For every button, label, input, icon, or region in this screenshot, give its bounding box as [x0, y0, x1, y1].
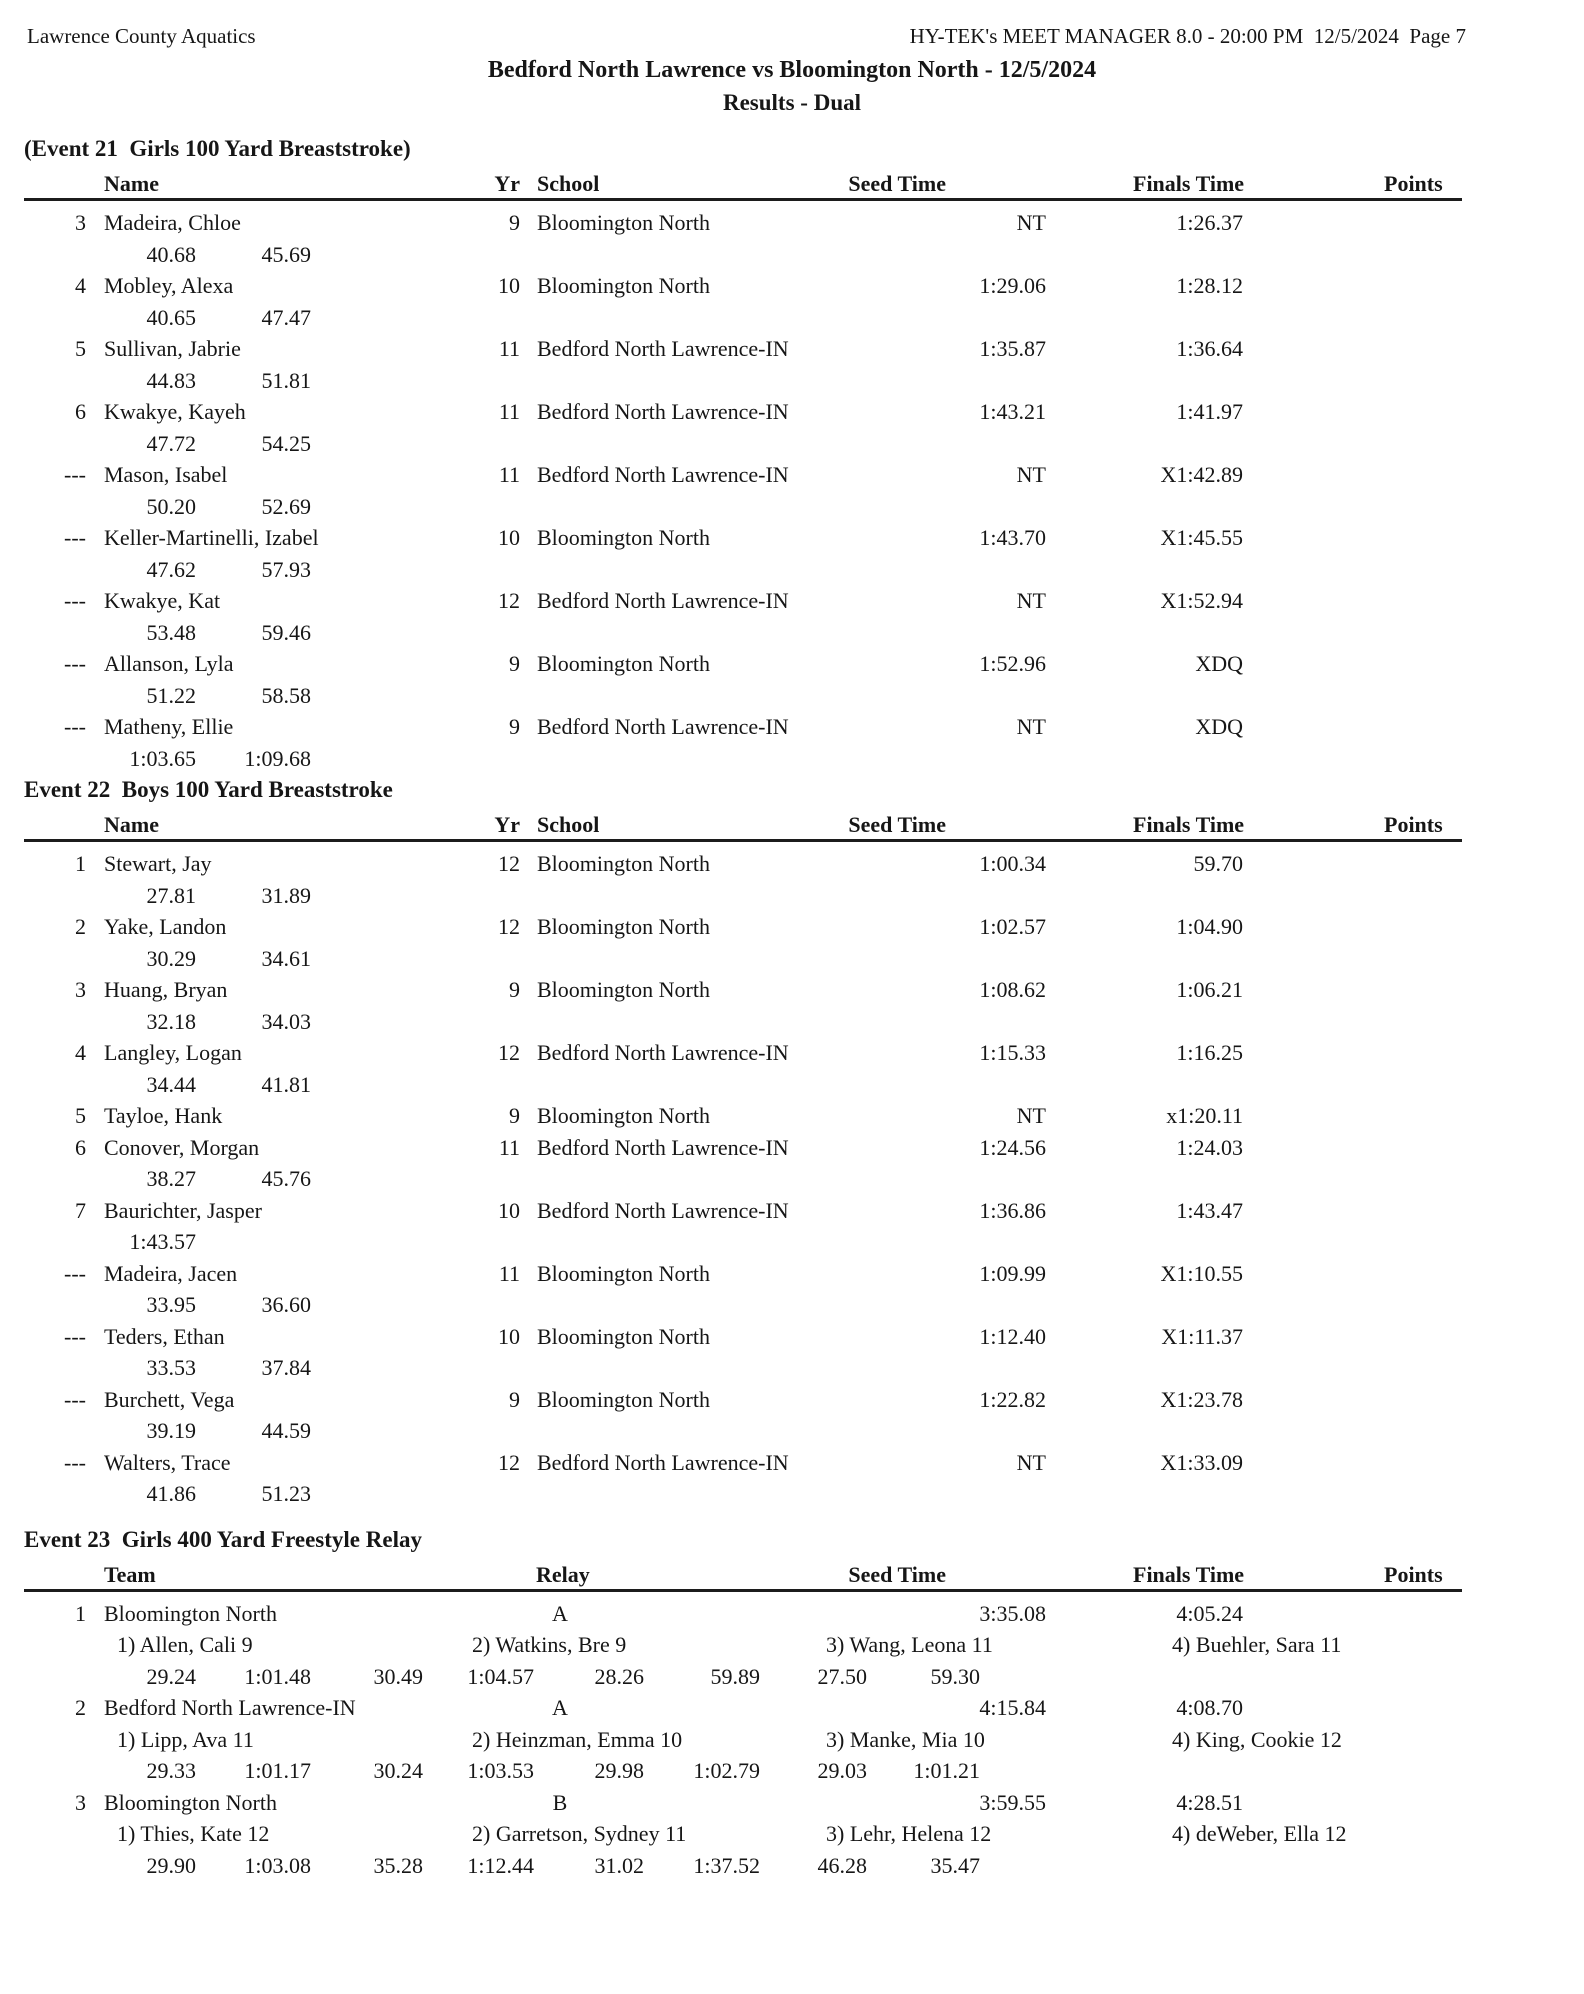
finals-time: 1:28.12: [1176, 273, 1243, 298]
column-header-name: Name: [104, 812, 159, 837]
result-row-main: [0, 396, 1584, 428]
result-row-main: [0, 207, 1584, 239]
place: 1: [75, 1600, 86, 1626]
split-time: 1:01.48: [244, 1663, 311, 1689]
split-time: 1:12.44: [467, 1852, 534, 1878]
split-time: 38.27: [146, 1166, 196, 1191]
split-time: 45.76: [261, 1166, 311, 1191]
swimmer-name: Tayloe, Hank: [104, 1103, 223, 1128]
split-time: 51.22: [146, 682, 196, 708]
split-time: 1:43.57: [129, 1229, 196, 1254]
swimmer-name: Langley, Logan: [104, 1040, 242, 1065]
seed-time: 1:00.34: [979, 851, 1046, 876]
relay-swimmer: 1) Allen, Cali 9: [117, 1632, 253, 1657]
place: ---: [64, 588, 86, 613]
school-name: Bloomington North: [537, 977, 710, 1002]
result-row-main: [0, 270, 1584, 302]
column-header-finals-time: Finals Time: [1133, 171, 1245, 196]
team-name: Bedford North Lawrence-IN: [104, 1695, 356, 1720]
relay-swimmer: 3) Wang, Leona 11: [826, 1632, 993, 1657]
place: ---: [64, 525, 86, 550]
year: 10: [498, 1197, 520, 1223]
swimmer-name: Keller-Martinelli, Izabel: [104, 525, 319, 550]
seed-time: 4:15.84: [979, 1695, 1046, 1720]
result-row-main: [0, 1100, 1584, 1132]
result-row-main: [0, 522, 1584, 554]
column-header-finals-time: Finals Time: [1133, 812, 1245, 837]
column-header-relay: Relay: [536, 1561, 590, 1587]
split-time: 33.95: [146, 1292, 196, 1317]
event-section-event-21: [0, 133, 1584, 774]
host-team-name: Lawrence County Aquatics: [27, 24, 256, 48]
split-time: 28.26: [594, 1663, 644, 1689]
column-header-team: Team: [104, 1561, 156, 1587]
result-row-main: [0, 974, 1584, 1006]
split-time: 34.44: [146, 1071, 196, 1097]
finals-time: XDQ: [1195, 651, 1243, 676]
place: 7: [75, 1197, 86, 1223]
split-time: 29.24: [146, 1663, 196, 1689]
column-header-row: [24, 805, 1462, 842]
school-name: Bloomington North: [537, 210, 710, 235]
split-time: 1:03.08: [244, 1852, 311, 1878]
splits-row: [0, 743, 1584, 775]
year: 12: [498, 1449, 520, 1475]
result-row-main: [0, 1037, 1584, 1069]
relay-letter: A: [552, 1600, 568, 1626]
meet-title: Bedford North Lawrence vs Bloomington North - 12/5/2024: [487, 57, 1097, 83]
school-name: Bedford North Lawrence-IN: [537, 1449, 789, 1475]
column-header-points: Points: [1384, 171, 1443, 196]
school-name: Bloomington North: [537, 1260, 710, 1286]
seed-time: 1:22.82: [979, 1386, 1046, 1412]
splits-row: [0, 239, 1584, 271]
column-header-seed-time: Seed Time: [848, 171, 946, 196]
swimmer-name: Sullivan, Jabrie: [104, 336, 241, 361]
swimmer-name: Walters, Trace: [104, 1449, 231, 1475]
team-name: Bloomington North: [104, 1600, 277, 1626]
split-time: 27.81: [146, 882, 196, 908]
relay-swimmers-row: [0, 1818, 1584, 1850]
school-name: Bedford North Lawrence-IN: [537, 336, 789, 361]
split-time: 47.72: [146, 430, 196, 456]
result-row-main: [0, 333, 1584, 365]
seed-time: NT: [1016, 210, 1046, 235]
seed-time: 1:43.70: [979, 525, 1046, 550]
relay-swimmer: 1) Lipp, Ava 11: [117, 1726, 254, 1752]
seed-time: NT: [1016, 462, 1046, 487]
seed-time: NT: [1016, 1103, 1046, 1128]
relay-swimmers-row: [0, 1629, 1584, 1661]
year: 12: [498, 914, 520, 939]
splits-row: [0, 1661, 1584, 1693]
split-time: 32.18: [146, 1008, 196, 1034]
event-title: (Event 21 Girls 100 Yard Breaststroke): [24, 136, 411, 161]
swimmer-name: Teders, Ethan: [104, 1323, 225, 1349]
split-time: 1:03.65: [129, 745, 196, 771]
split-time: 1:09.68: [244, 745, 311, 771]
split-time: 29.90: [146, 1852, 196, 1878]
relay-swimmers-row: [0, 1724, 1584, 1756]
finals-time: 1:41.97: [1176, 399, 1243, 424]
splits-row: [0, 1226, 1584, 1258]
year: 12: [498, 588, 520, 613]
school-name: Bedford North Lawrence-IN: [537, 399, 789, 424]
team-name: Bloomington North: [104, 1789, 277, 1815]
splits-row: [0, 1478, 1584, 1510]
split-time: 59.89: [710, 1663, 760, 1689]
splits-row: [0, 302, 1584, 334]
split-time: 58.58: [261, 682, 311, 708]
finals-time: 59.70: [1193, 851, 1243, 876]
place: ---: [64, 462, 86, 487]
split-time: 36.60: [261, 1292, 311, 1317]
seed-time: NT: [1016, 588, 1046, 613]
relay-swimmer: 1) Thies, Kate 12: [117, 1821, 270, 1846]
column-header-points: Points: [1384, 1561, 1443, 1587]
year: 11: [498, 462, 520, 487]
finals-time: XDQ: [1195, 714, 1243, 739]
year: 12: [498, 1040, 520, 1065]
finals-time: X1:33.09: [1160, 1449, 1243, 1475]
finals-time: X1:45.55: [1160, 525, 1243, 550]
relay-swimmer: 4) Buehler, Sara 11: [1172, 1632, 1342, 1657]
split-time: 46.28: [817, 1852, 867, 1878]
seed-time: 1:02.57: [979, 914, 1046, 939]
finals-time: 4:28.51: [1176, 1789, 1243, 1815]
split-time: 30.29: [146, 945, 196, 971]
column-header-yr: Yr: [494, 812, 520, 837]
place: 6: [75, 1134, 86, 1160]
result-row-main: [0, 1321, 1584, 1353]
results-document: [0, 133, 1584, 1881]
split-time: 40.65: [146, 304, 196, 330]
splits-row: [0, 880, 1584, 912]
column-header-points: Points: [1384, 812, 1443, 837]
splits-row: [0, 617, 1584, 649]
seed-time: 1:29.06: [979, 273, 1046, 298]
finals-time: X1:10.55: [1160, 1260, 1243, 1286]
relay-swimmer: 2) Garretson, Sydney 11: [472, 1821, 687, 1846]
split-time: 35.47: [930, 1852, 980, 1878]
split-time: 41.81: [261, 1071, 311, 1097]
split-time: 1:03.53: [467, 1758, 534, 1783]
column-header-row: [24, 164, 1462, 201]
finals-time: 1:16.25: [1176, 1040, 1243, 1065]
year: 11: [498, 399, 520, 424]
swimmer-name: Kwakye, Kat: [104, 588, 221, 613]
relay-row-main: [0, 1692, 1584, 1724]
seed-time: 1:08.62: [979, 977, 1046, 1002]
seed-time: 1:12.40: [979, 1323, 1046, 1349]
school-name: Bloomington North: [537, 1103, 710, 1128]
relay-row-main: [0, 1598, 1584, 1630]
swimmer-name: Yake, Landon: [104, 914, 227, 939]
splits-row: [0, 1006, 1584, 1038]
split-time: 50.20: [146, 493, 196, 519]
relay-swimmer: 2) Watkins, Bre 9: [472, 1632, 627, 1657]
swimmer-name: Madeira, Chloe: [104, 210, 241, 235]
relay-swimmer: 4) King, Cookie 12: [1172, 1726, 1342, 1752]
swimmer-name: Burchett, Vega: [104, 1386, 235, 1412]
split-time: 27.50: [817, 1663, 867, 1689]
year: 11: [498, 1260, 520, 1286]
event-section-event-23: [0, 1524, 1584, 1882]
finals-time: 1:06.21: [1176, 977, 1243, 1002]
split-time: 31.89: [261, 882, 311, 908]
place: ---: [64, 651, 86, 676]
place: 3: [75, 1789, 86, 1815]
split-time: 30.24: [373, 1758, 423, 1783]
year: 9: [509, 210, 520, 235]
swimmer-name: Stewart, Jay: [104, 851, 212, 876]
school-name: Bedford North Lawrence-IN: [537, 588, 789, 613]
seed-time: 3:35.08: [979, 1600, 1046, 1626]
swimmer-name: Mobley, Alexa: [104, 273, 234, 298]
finals-time: X1:42.89: [1160, 462, 1243, 487]
result-row-main: [0, 911, 1584, 943]
result-row-main: [0, 1447, 1584, 1479]
splits-row: [0, 680, 1584, 712]
year: 10: [498, 1323, 520, 1349]
place: ---: [64, 1386, 86, 1412]
split-time: 41.86: [146, 1481, 196, 1506]
split-time: 34.03: [261, 1008, 311, 1034]
column-header-school: School: [537, 171, 600, 196]
finals-time: 4:05.24: [1176, 1600, 1243, 1626]
split-time: 31.02: [594, 1852, 644, 1878]
relay-swimmer: 4) deWeber, Ella 12: [1172, 1821, 1347, 1846]
year: 9: [509, 977, 520, 1002]
place: 6: [75, 399, 86, 424]
year: 9: [509, 1386, 520, 1412]
finals-time: 1:36.64: [1176, 336, 1243, 361]
seed-time: 1:52.96: [979, 651, 1046, 676]
result-row-main: [0, 648, 1584, 680]
split-time: 39.19: [146, 1418, 196, 1443]
school-name: Bloomington North: [537, 525, 710, 550]
split-time: 51.81: [261, 367, 311, 393]
event-title: Event 23 Girls 400 Yard Freestyle Relay: [24, 1526, 422, 1552]
school-name: Bloomington North: [537, 651, 710, 676]
result-row-main: [0, 459, 1584, 491]
column-header-finals-time: Finals Time: [1133, 1561, 1245, 1587]
seed-time: 1:09.99: [979, 1260, 1046, 1286]
year: 9: [509, 651, 520, 676]
split-time: 53.48: [146, 619, 196, 645]
school-name: Bloomington North: [537, 851, 710, 876]
place: 5: [75, 1103, 86, 1128]
split-time: 29.98: [594, 1758, 644, 1783]
year: 10: [498, 273, 520, 298]
place: ---: [64, 1323, 86, 1349]
school-name: Bedford North Lawrence-IN: [537, 1134, 789, 1160]
splits-row: [0, 365, 1584, 397]
split-time: 29.03: [817, 1758, 867, 1783]
split-time: 54.25: [261, 430, 311, 456]
seed-time: 1:24.56: [979, 1134, 1046, 1160]
year: 12: [498, 851, 520, 876]
school-name: Bedford North Lawrence-IN: [537, 1197, 789, 1223]
splits-row: [0, 1415, 1584, 1447]
split-time: 1:01.21: [913, 1758, 980, 1783]
place: 3: [75, 210, 86, 235]
seed-time: 1:15.33: [979, 1040, 1046, 1065]
swimmer-name: Kwakye, Kayeh: [104, 399, 246, 424]
school-name: Bloomington North: [537, 914, 710, 939]
splits-row: [0, 1289, 1584, 1321]
place: ---: [64, 1260, 86, 1286]
splits-row: [0, 428, 1584, 460]
split-time: 52.69: [261, 493, 311, 519]
relay-letter: A: [552, 1695, 568, 1720]
school-name: Bedford North Lawrence-IN: [537, 1040, 789, 1065]
split-time: 45.69: [261, 241, 311, 267]
year: 9: [509, 714, 520, 739]
finals-time: X1:52.94: [1160, 588, 1243, 613]
result-row-main: [0, 585, 1584, 617]
year: 9: [509, 1103, 520, 1128]
relay-swimmer: 3) Lehr, Helena 12: [826, 1821, 992, 1846]
swimmer-name: Mason, Isabel: [104, 462, 228, 487]
place: 3: [75, 977, 86, 1002]
place: 5: [75, 336, 86, 361]
splits-row: [0, 1850, 1584, 1882]
split-time: 57.93: [261, 556, 311, 582]
seed-time: 3:59.55: [979, 1789, 1046, 1815]
seed-time: 1:35.87: [979, 336, 1046, 361]
swimmer-name: Allanson, Lyla: [104, 651, 234, 676]
place: 4: [75, 1040, 86, 1065]
split-time: 51.23: [261, 1481, 311, 1506]
split-time: 44.83: [146, 367, 196, 393]
split-time: 40.68: [146, 241, 196, 267]
split-time: 37.84: [261, 1355, 311, 1380]
splits-row: [0, 1755, 1584, 1787]
document-header: [27, 24, 1466, 56]
event-title: Event 22 Boys 100 Yard Breaststroke: [24, 777, 393, 802]
relay-letter: B: [552, 1789, 568, 1815]
finals-time: x1:20.11: [1166, 1103, 1243, 1128]
result-row-main: [0, 1195, 1584, 1227]
column-header-school: School: [537, 812, 600, 837]
result-row-main: [0, 1258, 1584, 1290]
split-time: 59.46: [261, 619, 311, 645]
column-header-yr: Yr: [494, 171, 520, 196]
result-row-main: [0, 848, 1584, 880]
seed-time: NT: [1016, 1449, 1046, 1475]
place: 2: [75, 1695, 86, 1720]
split-time: 30.49: [373, 1663, 423, 1689]
splits-row: [0, 491, 1584, 523]
column-header-row: [24, 1555, 1462, 1592]
finals-time: X1:11.37: [1161, 1323, 1243, 1349]
swimmer-name: Conover, Morgan: [104, 1134, 260, 1160]
split-time: 35.28: [373, 1852, 423, 1878]
place: ---: [64, 714, 86, 739]
column-header-name: Name: [104, 171, 159, 196]
finals-time: 1:26.37: [1176, 210, 1243, 235]
place: 4: [75, 273, 86, 298]
split-time: 47.62: [146, 556, 196, 582]
place: ---: [64, 1449, 86, 1475]
swimmer-name: Matheny, Ellie: [104, 714, 234, 739]
finals-time: 1:24.03: [1176, 1134, 1243, 1160]
year: 11: [498, 336, 520, 361]
school-name: Bloomington North: [537, 1323, 710, 1349]
split-time: 59.30: [930, 1663, 980, 1689]
seed-time: NT: [1016, 714, 1046, 739]
results-subtitle: Results - Dual: [722, 90, 861, 115]
column-header-seed-time: Seed Time: [848, 1561, 946, 1587]
school-name: Bedford North Lawrence-IN: [537, 462, 789, 487]
split-time: 1:01.17: [244, 1758, 311, 1783]
meet-manager-info: HY-TEK's MEET MANAGER 8.0 - 20:00 PM 12/5/2024 Page 7: [909, 24, 1466, 48]
swimmer-name: Huang, Bryan: [104, 977, 228, 1002]
swimmer-name: Madeira, Jacen: [104, 1260, 238, 1286]
split-time: 29.33: [146, 1758, 196, 1783]
finals-time: 1:04.90: [1176, 914, 1243, 939]
result-row-main: [0, 1132, 1584, 1164]
split-time: 44.59: [261, 1418, 311, 1443]
seed-time: 1:43.21: [979, 399, 1046, 424]
swimmer-name: Baurichter, Jasper: [104, 1197, 262, 1223]
split-time: 1:04.57: [467, 1663, 534, 1689]
relay-swimmer: 3) Manke, Mia 10: [826, 1726, 985, 1752]
seed-time: 1:36.86: [979, 1197, 1046, 1223]
split-time: 47.47: [261, 304, 311, 330]
year: 11: [498, 1134, 520, 1160]
column-header-seed-time: Seed Time: [848, 812, 946, 837]
result-row-main: [0, 1384, 1584, 1416]
relay-row-main: [0, 1787, 1584, 1819]
splits-row: [0, 1069, 1584, 1101]
splits-row: [0, 943, 1584, 975]
split-time: 34.61: [261, 945, 311, 971]
splits-row: [0, 1352, 1584, 1384]
school-name: Bedford North Lawrence-IN: [537, 714, 789, 739]
event-section-event-22: [0, 774, 1584, 1510]
result-row-main: [0, 711, 1584, 743]
splits-row: [0, 1163, 1584, 1195]
finals-time: X1:23.78: [1160, 1386, 1243, 1412]
split-time: 33.53: [146, 1355, 196, 1380]
finals-time: 4:08.70: [1176, 1695, 1243, 1720]
place: 2: [75, 914, 86, 939]
split-time: 1:37.52: [693, 1852, 760, 1878]
school-name: Bloomington North: [537, 273, 710, 298]
school-name: Bloomington North: [537, 1386, 710, 1412]
year: 10: [498, 525, 520, 550]
finals-time: 1:43.47: [1176, 1197, 1243, 1223]
splits-row: [0, 554, 1584, 586]
place: 1: [75, 851, 86, 876]
split-time: 1:02.79: [693, 1758, 760, 1783]
relay-swimmer: 2) Heinzman, Emma 10: [472, 1726, 683, 1752]
